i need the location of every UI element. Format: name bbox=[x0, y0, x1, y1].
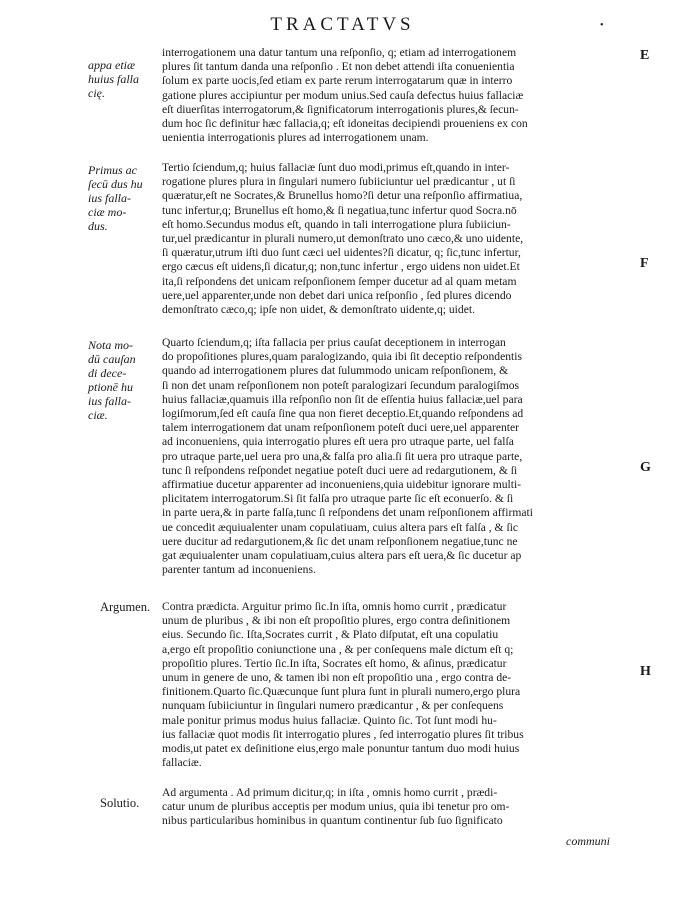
margin-line: huius falla bbox=[88, 72, 140, 86]
text-line: catur unum de pluribus acceptis per modum unius, quia ibi tenetur pro om- bbox=[162, 800, 510, 814]
text-line: plicitatem interrogatorum.Si ſit falſa pro utraque parte ſic eſt econuerſo. & ſi bbox=[162, 492, 514, 506]
text-line: ue concedit æquiualenter unam copulatiuam, cuius altera pars eſt falſa , & ſic bbox=[162, 520, 519, 534]
text-line: fallaciæ. bbox=[162, 756, 202, 770]
text-line: interrogationem una datur tantum una reſponſio, q; etiam ad interrogationem bbox=[162, 46, 517, 59]
section-letter-e: E bbox=[640, 48, 650, 63]
text-line: male ponitur primus modus huius fallaciæ. Quinto ſic. Tot ſunt modi hu- bbox=[162, 713, 497, 727]
text-line: quando ad interrogationem plures dat ſulummodo unicam reſponſionem, & bbox=[162, 364, 509, 378]
text-line: uere,uel apparenter,unde non debet dari unica reſponſio , ſed plures dicendo bbox=[162, 288, 512, 302]
section-letter-h: H bbox=[640, 664, 651, 679]
margin-line: dū cauſan bbox=[88, 352, 136, 366]
margin-line: ciæ mo- bbox=[88, 205, 127, 219]
text-line: pro utraque parte,uel uera pro una,& falſa pro alia.ſi ſit uera pro utraque parte, bbox=[162, 449, 523, 463]
solutio-label: Solutio. bbox=[100, 796, 140, 810]
text-line: uere ducitur ad redargutionem,& ſic det unam reſponſionem negatiue,tunc ne bbox=[162, 534, 518, 548]
text-line: eſt diuerſitas interrogatorum,& ſignificatorum interrogationis plures,& ſecun- bbox=[162, 102, 519, 116]
text-line: uenientia interrogationis plures ad interrogationem unam. bbox=[162, 131, 429, 145]
margin-line: Nota mo- bbox=[88, 338, 133, 352]
text-line: Ad argumenta . Ad primum dicitur,q; in iſta , omnis homo currit , prædi- bbox=[162, 786, 498, 799]
paragraph-4 bbox=[162, 600, 640, 770]
text-line: in parte uera,& in parte falſa,tunc ſi reſpondens det unam reſponſionem affirmati bbox=[162, 506, 533, 520]
argumen-label: Argumen. bbox=[100, 600, 151, 614]
section-letter-g: G bbox=[640, 460, 651, 475]
margin-line: ius falla- bbox=[88, 191, 132, 205]
text-line: ius fallaciæ quot modis ſit interrogatio plures , ſed interrogatio plures ſit tribus bbox=[162, 727, 524, 741]
text-line: unum in genere de uno, & tamen ibi non eſt propoſitio una , ergo contra de- bbox=[162, 671, 512, 685]
text-line: tunc ſi reſpondens reſpondet negatiue poteſt duci uere ad redargutionem, & ſi bbox=[162, 463, 518, 477]
paragraph-1 bbox=[162, 46, 640, 145]
text-line: ita,ſi reſpondens det unicam reſponſionem ſemper ducetur ad al quam metam bbox=[162, 274, 517, 288]
text-line: tunc infertur,q; Brunellus eſt homo,& ſi negatiua,tunc infertur quod Socra.nō bbox=[162, 203, 517, 217]
text-line: nibus particularibus hominibus in quantum continentur ſub ſuo ſignificato bbox=[162, 814, 503, 828]
margin-note-primus bbox=[88, 163, 158, 233]
margin-line: cię. bbox=[88, 86, 105, 100]
margin-line: Primus ac bbox=[88, 163, 137, 177]
text-line: nunquam ſubiiciuntur in ſingulari numero prædicantur , & per conſequens bbox=[162, 699, 504, 713]
text-line: ad inconueniens, quia interrogatio plures eſt uera pro utraque parte, uel falſa bbox=[162, 435, 514, 449]
text-line: rogatione plures plura in ſingulari numero ſubiiciuntur uel prædicantur , ut ſi bbox=[162, 175, 516, 189]
margin-line: ptionē hu bbox=[88, 380, 133, 394]
text-line: plures ſit tantum danda una reſponſio . Et non debet attendi iſta conuenientia bbox=[162, 60, 515, 74]
text-line: ergo cæcus eſt uidens,ſi dicatur,q; non,tunc infertur , ergo uidens non uidet.Et bbox=[162, 260, 520, 274]
text-line: Tertio ſciendum,q; huius fallaciæ ſunt duo modi,primus eſt,quando in inter- bbox=[162, 161, 510, 174]
text-line: propoſitio plures. Tertio ſic.In iſta, Socrates eſt homo, & aſinus, prædicatur bbox=[162, 656, 507, 670]
paragraph-2 bbox=[162, 161, 640, 317]
margin-note-nota bbox=[88, 338, 158, 422]
text-line: huius fallaciæ,quamuis illa reſponſio non ſit de eſſentia huius fallaciæ,uel para bbox=[162, 392, 523, 406]
catchword: communi bbox=[566, 834, 610, 848]
text-line: gatione plures accipiuntur per modum unius.Sed cauſa defectus huius fallaciæ bbox=[162, 88, 524, 102]
text-line: tur,uel prædicantur in plurali numero,ut demonſtrato uno cæco,& uno uidente, bbox=[162, 232, 524, 246]
section-letter-f: F bbox=[640, 256, 649, 271]
text-line: logiſmorum,ſed eſt cauſa ſine qua non fieret deceptio.Et,quando reſpondens ad bbox=[162, 407, 524, 421]
running-header: TRACTATVS bbox=[270, 14, 415, 35]
text-line: ſi quæratur,utrum iſti duo ſunt cæci uel uidentes?ſi dicatur, q; ſic,tunc infertur, bbox=[162, 246, 521, 260]
text-line: modis,ut patet ex deſinitione eius,ergo male ponuntur tantum duo modi huius bbox=[162, 742, 520, 756]
text-line: parenter tantum ad inconueniens. bbox=[162, 563, 316, 577]
text-line: unum de pluribus , & ibi non eſt propoſitio plures, ergo contra deſinitionem bbox=[162, 614, 511, 628]
margin-line: dus. bbox=[88, 219, 108, 233]
text-line: Quarto ſciendum,q; iſta fallacia per prius cauſat deceptionem in interrogan bbox=[162, 336, 506, 349]
text-line: talem interrogationem dat unam reſponſionem poteſt duci uere,uel apparenter bbox=[162, 421, 520, 435]
margin-line: ius falla- bbox=[88, 394, 132, 408]
text-line: affirmatiue ducetur apparenter ad inconueniens,quia uidebitur ignorare multi- bbox=[162, 478, 522, 492]
text-line: gat æquiualenter unam copulatiuam,cuius altera pars eſt uera,& ſic ducetur ap bbox=[162, 549, 522, 563]
text-line: ſolum ex parte uocis,ſed etiam ex parte rerum interrogatarum quæ in interro bbox=[162, 74, 513, 88]
text-line: demonſtrato cæco,q; ipſe non uidet, & demonſtrato uidente,q; uidet. bbox=[162, 303, 475, 317]
text-line: a,ergo eſt propoſitio coniunctione una , & per conſequens male dictum eſt q; bbox=[162, 642, 514, 656]
text-line: ſi non det unam reſponſionem non poteſt paralogizari ſecundum paralogiſmos bbox=[162, 378, 520, 392]
paragraph-5 bbox=[162, 786, 640, 829]
margin-line: ciæ. bbox=[88, 408, 108, 422]
text-line: Contra prædicta. Arguitur primo ſic.In iſta, omnis homo currit , prædicatur bbox=[162, 600, 507, 613]
margin-line: appa etiæ bbox=[88, 58, 135, 72]
header-mark: • bbox=[600, 20, 604, 31]
text-line: do propoſitiones plures,quam paralogizando, quia ibi ſit deceptio reſpondentis bbox=[162, 350, 522, 364]
text-line: finitionem.Quarto ſic.Quæcunque ſunt plura ſunt in plurali numero,ergo plura bbox=[162, 685, 521, 699]
margin-line: ſecū dus hu bbox=[88, 177, 143, 191]
text-line: dum hoc ſic definitur hæc fallacia,q; eſt idoneitas decipiendi proueniens ex con bbox=[162, 117, 528, 131]
text-line: eſt homo.Secundus modus eſt, quando in tali interrogatione plura ſubiiciun- bbox=[162, 217, 511, 231]
text-line: quæratur,eſt ne Socrates,& Brunellus homo?ſi detur una reſponſio affirmatiua, bbox=[162, 189, 523, 203]
text-line: eius. Secundo ſic. Iſta,Socrates currit , & Plato diſputat, eſt una copulatiu bbox=[162, 628, 499, 642]
paragraph-3 bbox=[162, 336, 640, 577]
margin-line: di dece- bbox=[88, 366, 127, 380]
margin-note-appa bbox=[88, 58, 158, 100]
